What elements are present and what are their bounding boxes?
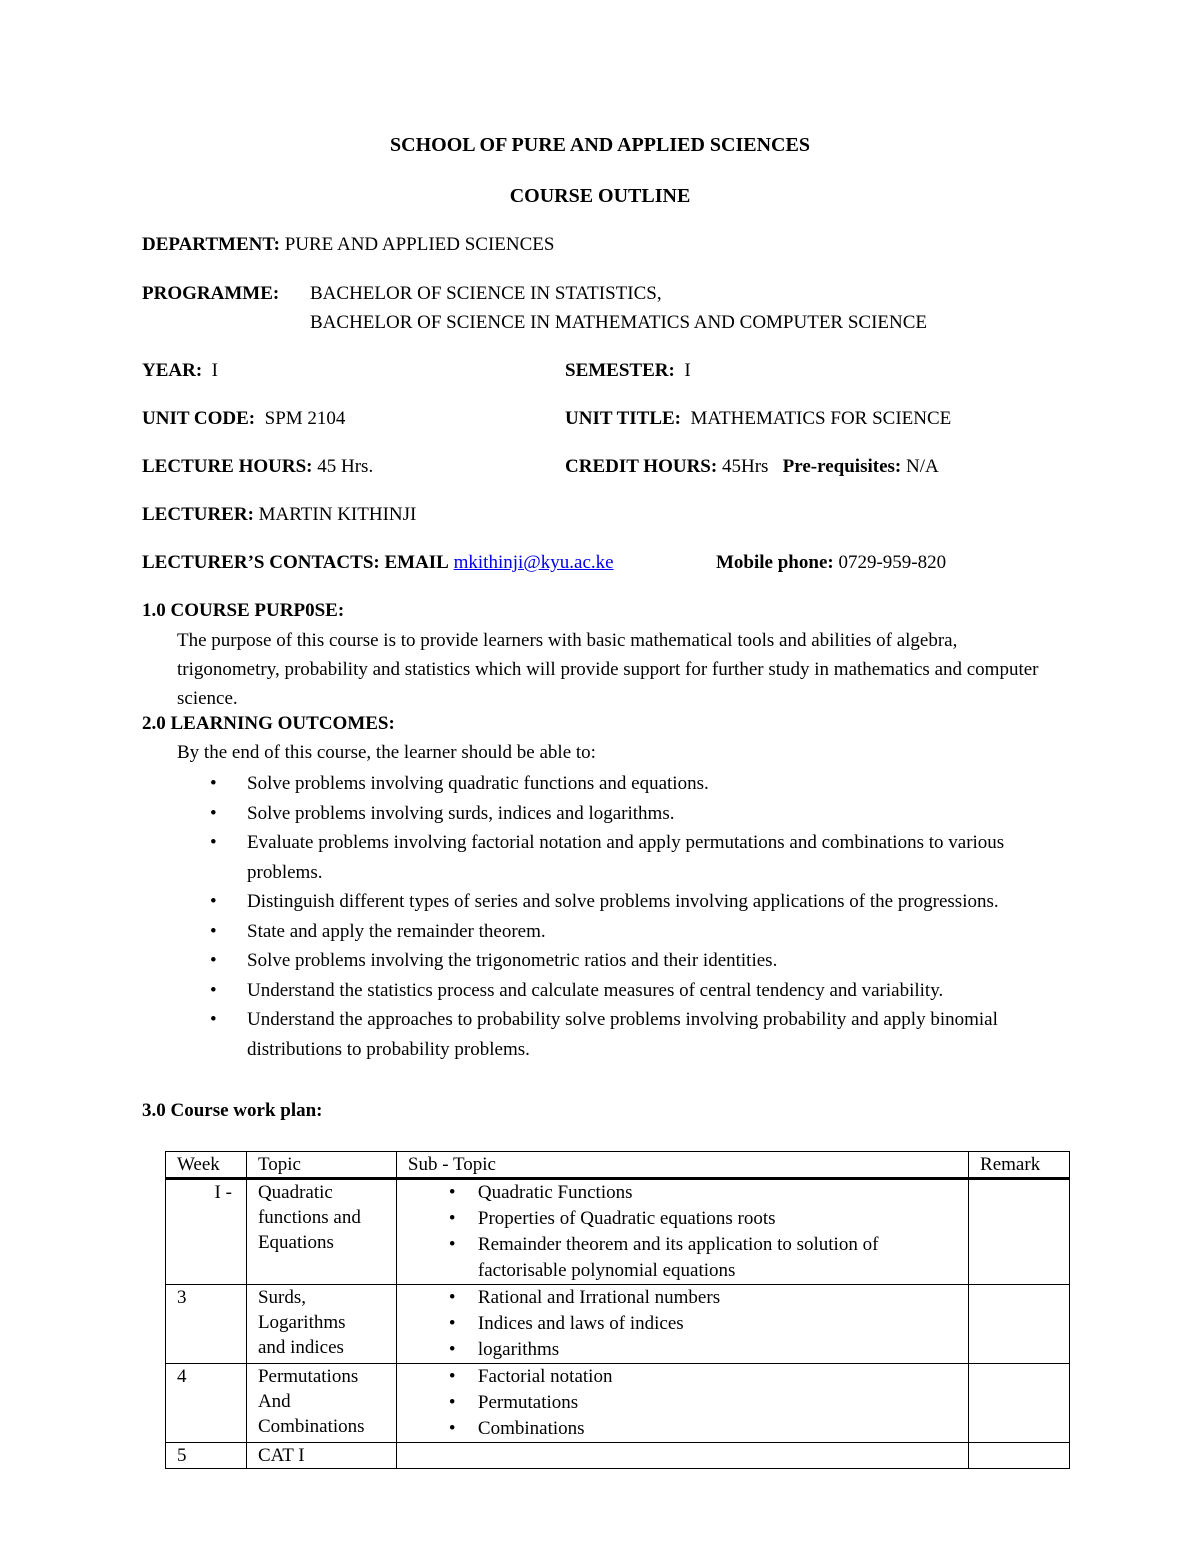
year-value: I xyxy=(211,360,218,381)
topic-cell: CAT I xyxy=(246,1443,396,1469)
column-header-topic: Topic xyxy=(246,1152,396,1179)
remark-cell xyxy=(969,1285,1070,1364)
outcomes-intro: By the end of this course, the learner should be able to: xyxy=(177,742,596,763)
table-row xyxy=(166,1285,1070,1364)
list-item: • Understand the approaches to probability solve problems involving probability and apply binomial distributions to probability problems. xyxy=(210,1005,1050,1064)
subtopic-cell xyxy=(396,1285,968,1364)
list-item: • Permutations xyxy=(408,1390,968,1416)
credit-hours-label: CREDIT HOURS: xyxy=(565,456,718,477)
week-cell: 3 xyxy=(166,1285,247,1364)
mobile-label: Mobile phone: xyxy=(716,552,834,573)
unit-code-value: SPM 2104 xyxy=(264,408,346,429)
department-label: DEPARTMENT: xyxy=(142,234,280,255)
email-link[interactable]: mkithinji@kyu.ac.ke xyxy=(453,552,614,573)
contacts-label: LECTURER’S CONTACTS: EMAIL xyxy=(142,552,449,573)
list-item: • Rational and Irrational numbers xyxy=(408,1285,968,1311)
list-item: • logarithms xyxy=(408,1337,968,1363)
department-line xyxy=(142,235,554,254)
remark-cell xyxy=(969,1179,1070,1285)
credit-hours-line xyxy=(565,457,939,476)
list-item: • Solve problems involving quadratic functions and equations. xyxy=(210,769,1050,799)
list-item: • Quadratic Functions xyxy=(408,1180,948,1206)
lecture-hours-line xyxy=(142,457,373,476)
subtopic-cell xyxy=(396,1364,968,1443)
unit-title-line xyxy=(565,409,951,428)
lecture-hours-label: LECTURE HOURS: xyxy=(142,456,313,477)
plan-heading: 3.0 Course work plan: xyxy=(142,1100,323,1121)
unit-title-label: UNIT TITLE: xyxy=(565,408,681,429)
column-header-remark: Remark xyxy=(969,1152,1070,1179)
prerequisites-label: Pre-requisites: xyxy=(782,456,902,477)
mobile-value: 0729-959-820 xyxy=(833,552,947,573)
table-row xyxy=(166,1364,1070,1443)
outcomes-heading: 2.0 LEARNING OUTCOMES: xyxy=(142,713,395,734)
year-label: YEAR: xyxy=(142,360,203,381)
contacts-line xyxy=(142,553,614,572)
topic-cell: Permutations And Combinations xyxy=(246,1364,396,1443)
lecture-hours-value: 45 Hrs. xyxy=(312,456,374,477)
semester-label: SEMESTER: xyxy=(565,360,675,381)
topic-cell: Surds, Logarithms and indices xyxy=(246,1285,396,1364)
column-header-subtopic: Sub - Topic xyxy=(396,1152,968,1179)
lecturer-line xyxy=(142,505,416,524)
programme-line-1: BACHELOR OF SCIENCE IN STATISTICS, xyxy=(310,283,662,304)
year-line xyxy=(142,361,218,380)
department-value: PURE AND APPLIED SCIENCES xyxy=(279,234,555,255)
lecturer-value: MARTIN KITHINJI xyxy=(253,504,417,525)
table-row xyxy=(166,1179,1070,1285)
list-item: • Distinguish different types of series and solve problems involving applications of the progressions. xyxy=(210,887,1050,917)
column-header-week: Week xyxy=(166,1152,247,1179)
remark-cell xyxy=(969,1443,1070,1469)
list-item: • Indices and laws of indices xyxy=(408,1311,968,1337)
unit-code-line xyxy=(142,409,345,428)
list-item: • Evaluate problems involving factorial notation and apply permutations and combinations to various problems. xyxy=(210,828,1050,887)
prerequisites-value: N/A xyxy=(901,456,939,477)
subtopic-cell xyxy=(396,1179,968,1285)
purpose-heading: 1.0 COURSE PURP0SE: xyxy=(142,600,345,621)
programme-label: PROGRAMME: xyxy=(142,283,280,304)
unit-code-label: UNIT CODE: xyxy=(142,408,256,429)
lecturer-label: LECTURER: xyxy=(142,504,254,525)
table-row xyxy=(166,1443,1070,1469)
document-title: COURSE OUTLINE xyxy=(509,185,691,207)
purpose-text: The purpose of this course is to provide learners with basic mathematical tools and abilities of algebra, trigonometry, probability and statistics which will provide support for further study in mathematics and computer science. xyxy=(177,630,1039,709)
semester-value: I xyxy=(684,360,691,381)
week-cell: 5 xyxy=(166,1443,247,1469)
week-cell: I - xyxy=(166,1179,247,1285)
credit-hours-value: 45Hrs xyxy=(717,456,769,477)
semester-line xyxy=(565,361,691,380)
table-header-row xyxy=(166,1152,1070,1179)
list-item: • Solve problems involving surds, indices and logarithms. xyxy=(210,799,1050,829)
week-cell: 4 xyxy=(166,1364,247,1443)
list-item: • Solve problems involving the trigonometric ratios and their identities. xyxy=(210,946,1050,976)
programme-line-2: BACHELOR OF SCIENCE IN MATHEMATICS AND COMPUTER SCIENCE xyxy=(310,312,928,333)
topic-cell: Quadratic functions and Equations xyxy=(246,1179,396,1285)
unit-title-value: MATHEMATICS FOR SCIENCE xyxy=(690,408,952,429)
list-item: • Understand the statistics process and calculate measures of central tendency and variability. xyxy=(210,976,1050,1006)
course-plan-table xyxy=(165,1151,1070,1469)
list-item: • Remainder theorem and its application to solution of factorisable polynomial equations xyxy=(408,1232,948,1284)
mobile-line xyxy=(716,553,946,572)
remark-cell xyxy=(969,1364,1070,1443)
school-name: SCHOOL OF PURE AND APPLIED SCIENCES xyxy=(390,134,810,156)
list-item: • State and apply the remainder theorem. xyxy=(210,917,1050,947)
subtopic-cell xyxy=(396,1443,968,1469)
list-item: • Combinations xyxy=(408,1416,968,1442)
list-item: • Properties of Quadratic equations roots xyxy=(408,1206,948,1232)
list-item: • Factorial notation xyxy=(408,1364,968,1390)
outcomes-list xyxy=(210,769,1050,1064)
